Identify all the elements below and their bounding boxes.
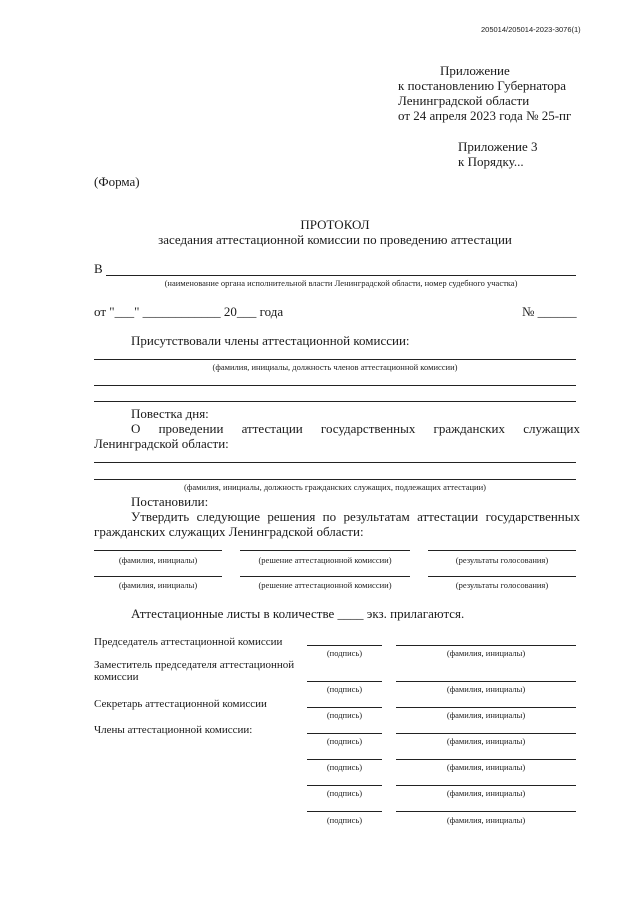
protocol-number[interactable]: № ______ bbox=[522, 304, 577, 319]
signature-caption: (подпись) bbox=[326, 648, 363, 658]
agenda-text-line-1: О проведении аттестации государственных гражданских служащих bbox=[131, 421, 580, 436]
organ-name-caption: (наименование органа исполнительной власти Ленинградской области, номер судебного участка) bbox=[164, 278, 518, 288]
signature-field[interactable] bbox=[307, 645, 382, 646]
sheets-line: Аттестационные листы в количестве ____ экз. прилагаются. bbox=[131, 606, 465, 621]
result-vote-caption: (результаты голосования) bbox=[455, 555, 549, 565]
resolved-text-line-2: гражданских служащих Ленинградской области: bbox=[94, 524, 364, 539]
signature-field[interactable] bbox=[307, 681, 382, 682]
signature-field[interactable] bbox=[307, 733, 382, 734]
signature-field[interactable] bbox=[307, 707, 382, 708]
signature-field[interactable] bbox=[307, 811, 382, 812]
signer-role-secretary: Секретарь аттестационной комиссии bbox=[94, 698, 267, 710]
in-prefix: В bbox=[94, 261, 103, 276]
date-line[interactable]: от "___" ____________ 20___ года bbox=[94, 304, 284, 319]
present-heading: Присутствовали члены аттестационной комиссии: bbox=[131, 333, 410, 348]
agenda-heading: Повестка дня: bbox=[131, 406, 209, 421]
signature-field[interactable] bbox=[307, 785, 382, 786]
appendix-3: Приложение 3 bbox=[458, 139, 538, 154]
signer-role-deputy-cont: комиссии bbox=[94, 671, 139, 683]
annex-line-1: Приложение bbox=[440, 63, 510, 78]
agenda-field-2[interactable] bbox=[94, 479, 576, 480]
result-decision-field[interactable] bbox=[240, 576, 410, 577]
signature-caption: (подпись) bbox=[326, 815, 363, 825]
signature-caption: (подпись) bbox=[326, 762, 363, 772]
signer-name-caption: (фамилия, инициалы) bbox=[446, 736, 526, 746]
annex-line-3: Ленинградской области bbox=[398, 93, 530, 108]
appendix-order: к Порядку... bbox=[458, 154, 524, 169]
signer-name-caption: (фамилия, инициалы) bbox=[446, 815, 526, 825]
signer-name-caption: (фамилия, инициалы) bbox=[446, 684, 526, 694]
signer-role-chairman: Председатель аттестационной комиссии bbox=[94, 636, 283, 648]
annex-line-2: к постановлению Губернатора bbox=[398, 78, 567, 93]
signer-name-field[interactable] bbox=[396, 785, 576, 786]
signer-name-field[interactable] bbox=[396, 645, 576, 646]
page-title: ПРОТОКОЛ bbox=[300, 217, 370, 232]
signature-field[interactable] bbox=[307, 759, 382, 760]
result-name-field[interactable] bbox=[94, 576, 222, 577]
present-field-1[interactable] bbox=[94, 359, 576, 360]
signature-caption: (подпись) bbox=[326, 710, 363, 720]
present-caption: (фамилия, инициалы, должность членов аттестационной комиссии) bbox=[212, 362, 458, 372]
organ-name-field[interactable] bbox=[106, 275, 576, 276]
resolved-heading: Постановили: bbox=[131, 494, 209, 509]
form-label: (Форма) bbox=[94, 174, 140, 189]
signer-name-field[interactable] bbox=[396, 733, 576, 734]
present-field-3[interactable] bbox=[94, 401, 576, 402]
result-vote-caption: (результаты голосования) bbox=[455, 580, 549, 590]
signer-role-members: Члены аттестационной комиссии: bbox=[94, 724, 253, 736]
page-subtitle: заседания аттестационной комиссии по проведению аттестации bbox=[158, 232, 512, 247]
signer-name-field[interactable] bbox=[396, 811, 576, 812]
result-name-caption: (фамилия, инициалы) bbox=[118, 555, 198, 565]
agenda-text-line-2: Ленинградской области: bbox=[94, 436, 229, 451]
result-decision-caption: (решение аттестационной комиссии) bbox=[258, 580, 392, 590]
resolved-text-line-1: Утвердить следующие решения по результатам аттестации государственных bbox=[131, 509, 580, 524]
result-name-caption: (фамилия, инициалы) bbox=[118, 580, 198, 590]
present-field-2[interactable] bbox=[94, 385, 576, 386]
signer-name-caption: (фамилия, инициалы) bbox=[446, 788, 526, 798]
result-name-field[interactable] bbox=[94, 550, 222, 551]
signer-name-caption: (фамилия, инициалы) bbox=[446, 762, 526, 772]
document-id: 205014/205014-2023-3076(1) bbox=[481, 25, 581, 34]
signer-name-field[interactable] bbox=[396, 681, 576, 682]
signature-caption: (подпись) bbox=[326, 684, 363, 694]
result-decision-field[interactable] bbox=[240, 550, 410, 551]
signer-name-field[interactable] bbox=[396, 759, 576, 760]
signer-role-deputy: Заместитель председателя аттестационной bbox=[94, 659, 295, 671]
signature-caption: (подпись) bbox=[326, 736, 363, 746]
annex-line-4: от 24 апреля 2023 года № 25-пг bbox=[398, 108, 572, 123]
signer-name-caption: (фамилия, инициалы) bbox=[446, 710, 526, 720]
agenda-field-1[interactable] bbox=[94, 462, 576, 463]
result-decision-caption: (решение аттестационной комиссии) bbox=[258, 555, 392, 565]
signer-name-field[interactable] bbox=[396, 707, 576, 708]
signature-caption: (подпись) bbox=[326, 788, 363, 798]
signer-name-caption: (фамилия, инициалы) bbox=[446, 648, 526, 658]
agenda-caption: (фамилия, инициалы, должность гражданских служащих, подлежащих аттестации) bbox=[184, 482, 486, 492]
result-vote-field[interactable] bbox=[428, 576, 576, 577]
result-vote-field[interactable] bbox=[428, 550, 576, 551]
